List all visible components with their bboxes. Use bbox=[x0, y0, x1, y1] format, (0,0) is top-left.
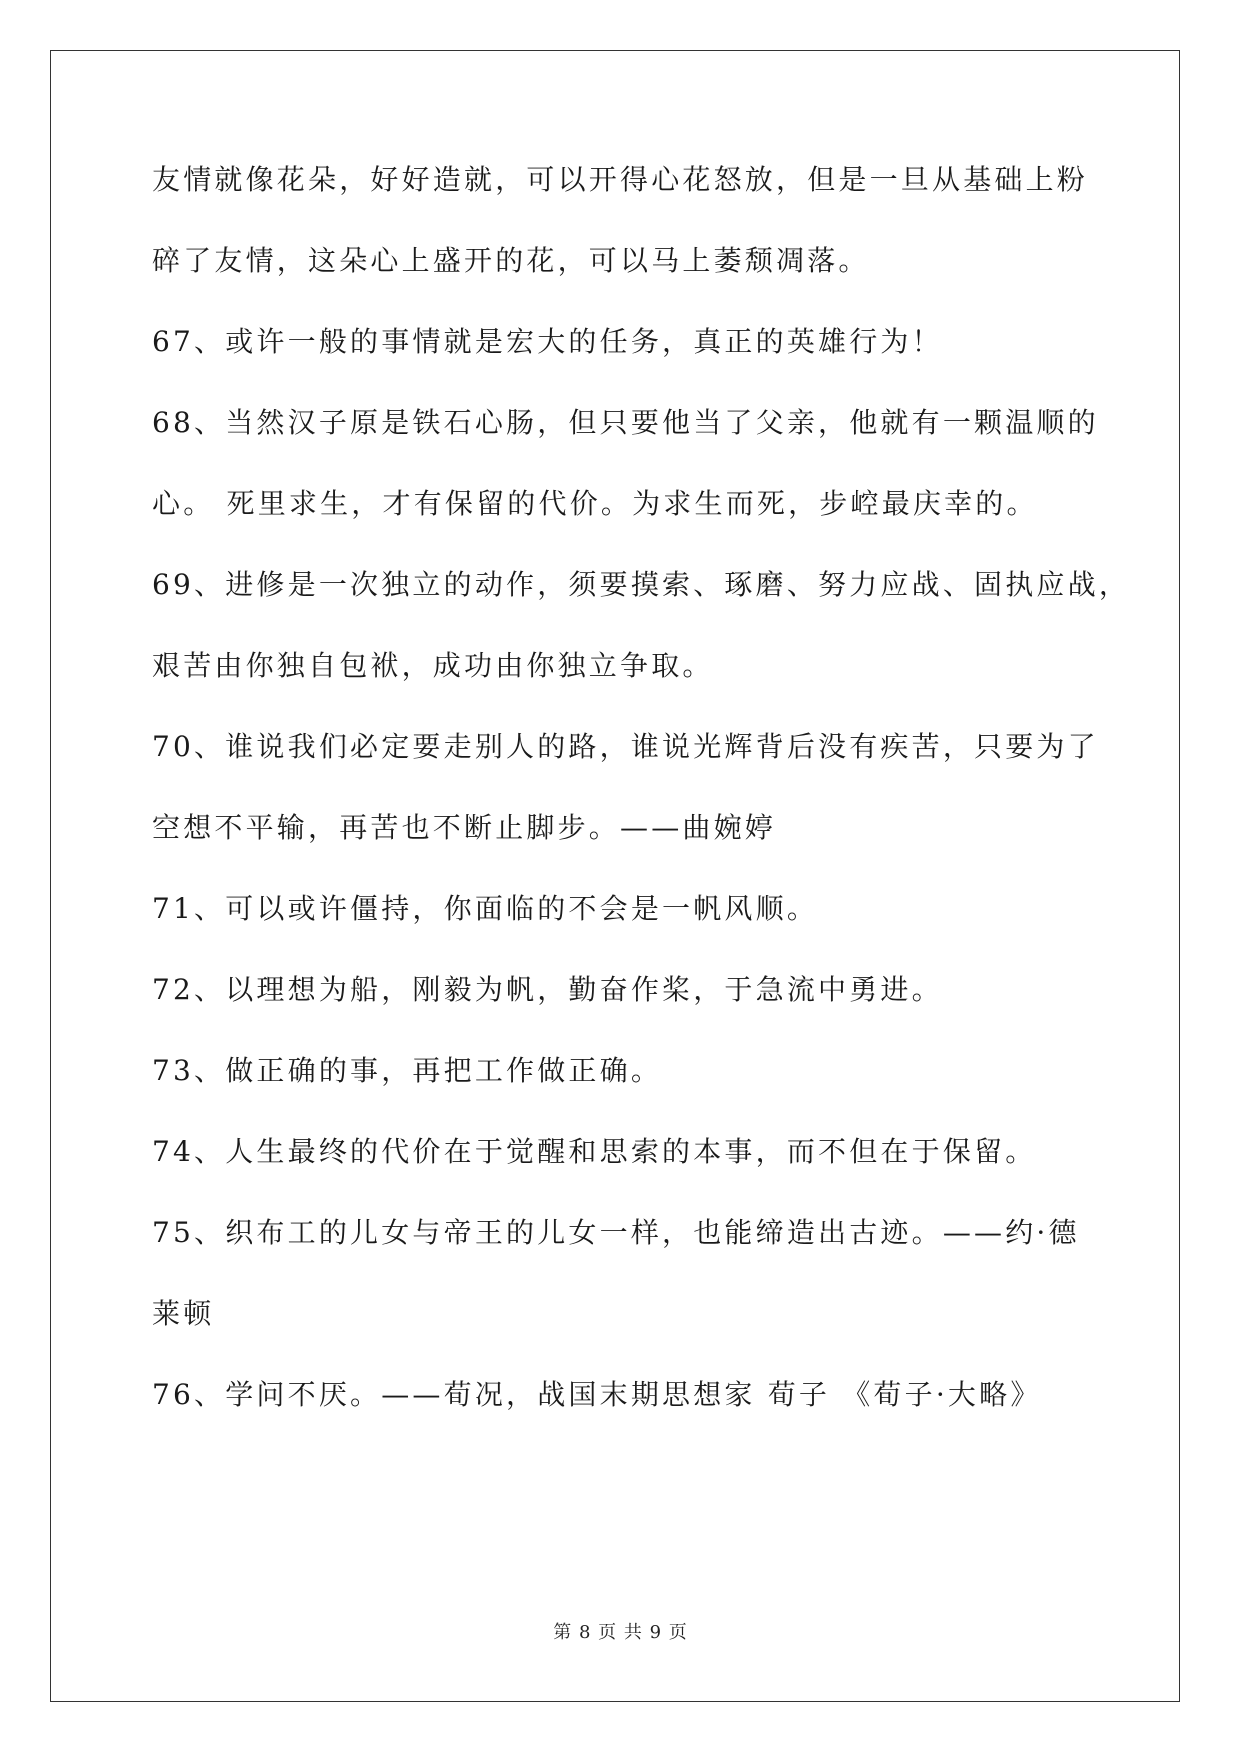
text-line: 68、当然汉子原是铁石心肠，但只要他当了父亲，他就有一颗温顺的 bbox=[152, 406, 1099, 439]
text-line: 69、进修是一次独立的动作，须要摸索、琢磨、努力应战、固执应战， bbox=[152, 568, 1131, 601]
text-line: 74、人生最终的代价在于觉醒和思索的本事，而不但在于保留。 bbox=[152, 1135, 1037, 1168]
text-line: 76、学问不厌。——荀况，战国末期思想家 荀子 《荀子·大略》 bbox=[152, 1378, 1042, 1411]
text-line: 73、做正确的事，再把工作做正确。 bbox=[152, 1054, 663, 1087]
text-line: 心。 死里求生，才有保留的代价。为求生而死，步崆最庆幸的。 bbox=[152, 487, 1038, 520]
document-body bbox=[152, 160, 1131, 1456]
text-line: 72、以理想为船，刚毅为帆，勤奋作桨，于急流中勇进。 bbox=[152, 973, 943, 1006]
text-line: 71、可以或许僵持，你面临的不会是一帆风顺。 bbox=[152, 892, 819, 925]
text-line: 莱顿 bbox=[152, 1297, 215, 1330]
text-line: 67、或许一般的事情就是宏大的任务，真正的英雄行为！ bbox=[152, 325, 943, 358]
text-line: 75、织布工的儿女与帝王的儿女一样，也能缔造出古迹。——约·德 bbox=[152, 1216, 1080, 1249]
text-line: 友情就像花朵，好好造就，可以开得心花怒放，但是一旦从基础上粉 bbox=[152, 163, 1089, 196]
text-line: 空想不平输，再苦也不断止脚步。——曲婉婷 bbox=[152, 811, 777, 844]
text-line: 70、谁说我们必定要走别人的路，谁说光辉背后没有疾苦，只要为了 bbox=[152, 730, 1099, 763]
text-line: 碎了友情，这朵心上盛开的花，可以马上萎颓凋落。 bbox=[152, 244, 870, 277]
page-number-footer: 第 8 页 共 9 页 bbox=[553, 1622, 688, 1643]
text-line: 艰苦由你独自包袱，成功由你独立争取。 bbox=[152, 649, 714, 682]
